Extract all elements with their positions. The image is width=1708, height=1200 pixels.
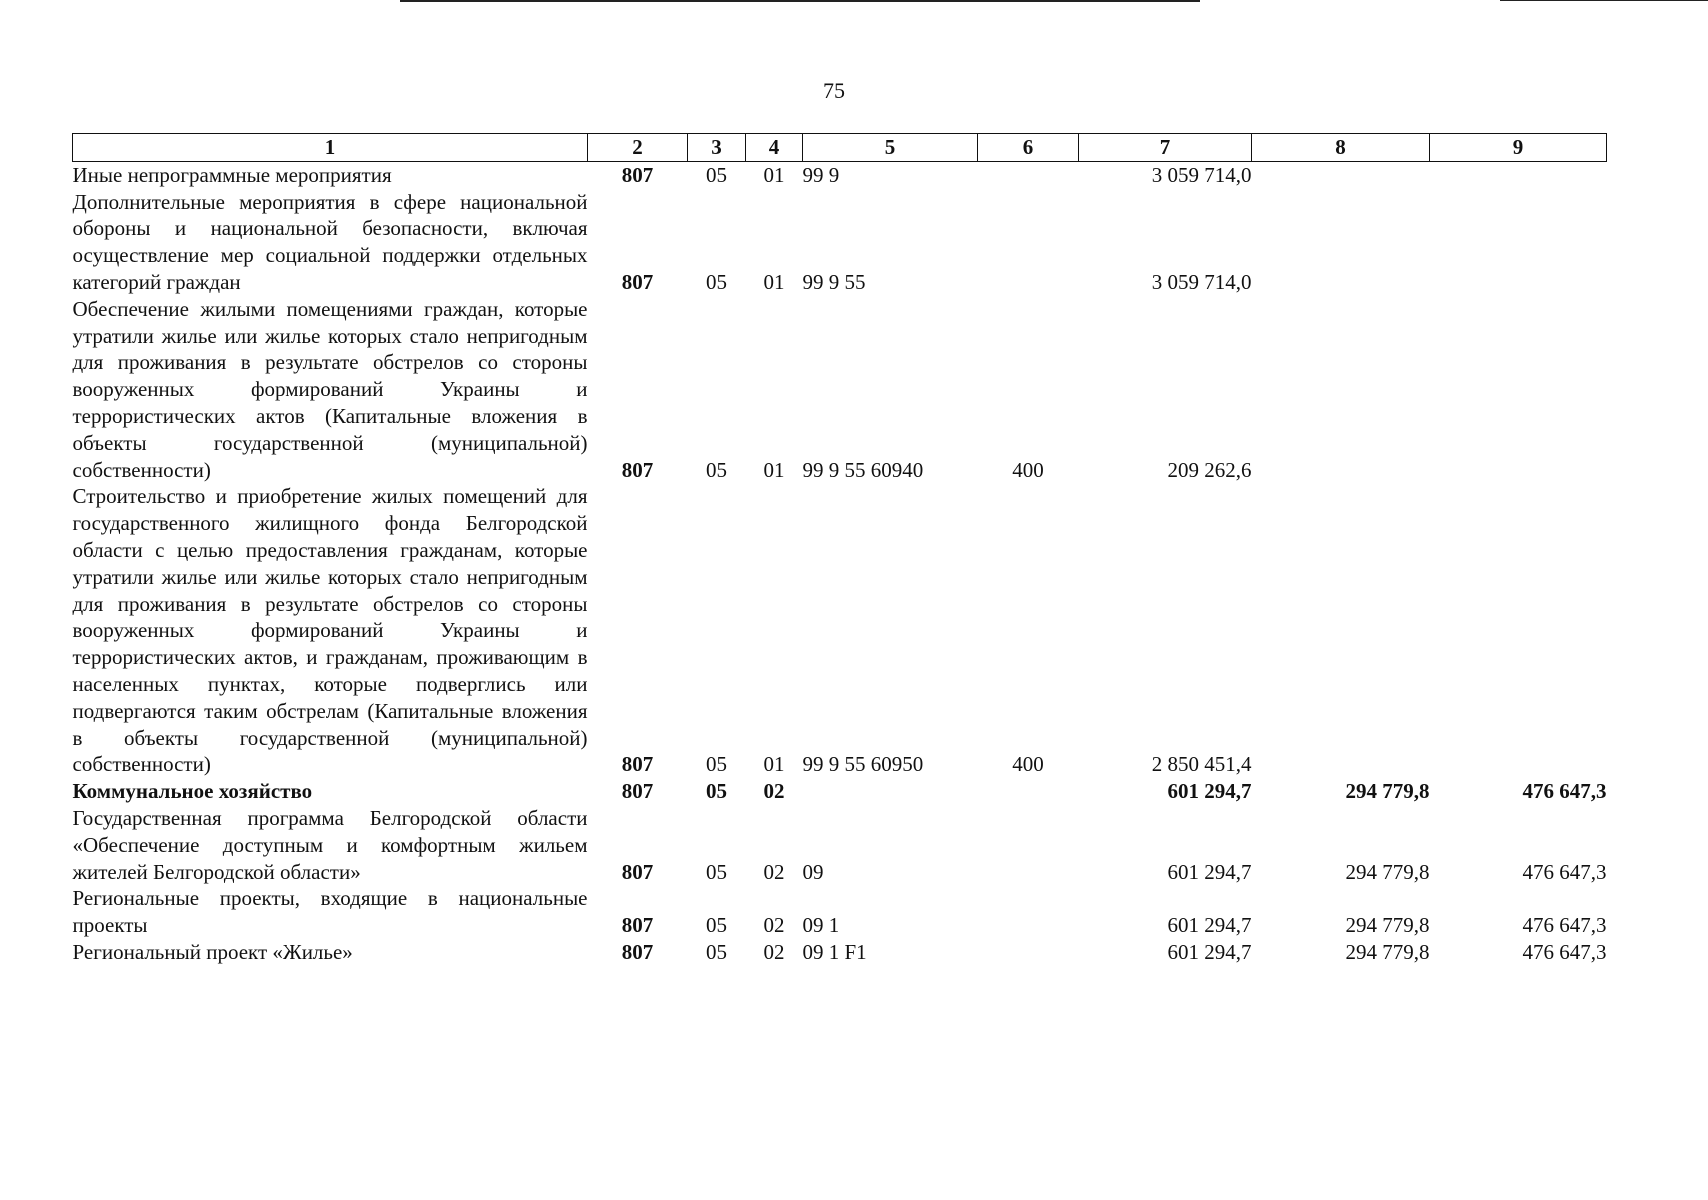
header-col-7: 7 bbox=[1079, 134, 1252, 162]
row-col-2: 807 bbox=[621, 752, 654, 777]
table-header-row bbox=[73, 134, 1607, 162]
table-row bbox=[73, 189, 1607, 296]
budget-table bbox=[72, 133, 1607, 966]
row-col-5: 99 9 55 60950 bbox=[802, 752, 924, 777]
top-rule-left bbox=[400, 0, 1200, 2]
header-col-8: 8 bbox=[1252, 134, 1430, 162]
row-col-2: 807 bbox=[621, 913, 654, 938]
row-col-8 bbox=[1252, 296, 1430, 484]
row-col-3: 05 bbox=[706, 779, 727, 804]
row-col-4: 02 bbox=[763, 859, 785, 884]
page-number: 75 bbox=[823, 78, 845, 103]
top-rule-right bbox=[1500, 0, 1708, 1]
row-col-8: 294 779,8 bbox=[1345, 779, 1430, 804]
row-col-2: 807 bbox=[621, 939, 654, 964]
row-col-9 bbox=[1430, 161, 1607, 188]
header-col-4: 4 bbox=[746, 134, 803, 162]
row-name: Иные непрограммные мероприятия bbox=[72, 162, 392, 187]
row-name: Коммунальное хозяйство bbox=[72, 779, 313, 804]
header-col-6: 6 bbox=[978, 134, 1079, 162]
row-col-6: 400 bbox=[1012, 752, 1044, 777]
row-col-5: 99 9 bbox=[802, 162, 840, 187]
row-col-7: 3 059 714,0 bbox=[1151, 162, 1252, 187]
row-col-6: 400 bbox=[1012, 457, 1044, 482]
row-col-2: 807 bbox=[621, 269, 654, 294]
table-row bbox=[73, 939, 1607, 966]
header-col-1: 1 bbox=[73, 134, 588, 162]
row-col-9: 476 647,3 bbox=[1522, 779, 1607, 804]
row-col-5: 99 9 55 60940 bbox=[802, 457, 924, 482]
row-col-3: 05 bbox=[706, 939, 727, 964]
row-col-2: 807 bbox=[621, 162, 654, 187]
row-col-5 bbox=[803, 778, 978, 805]
row-col-7: 601 294,7 bbox=[1167, 779, 1252, 804]
row-col-4: 01 bbox=[763, 162, 785, 187]
row-name: Региональные проекты, входящие в национальные проекты bbox=[72, 886, 588, 938]
row-col-2: 807 bbox=[621, 859, 654, 884]
header-col-9: 9 bbox=[1430, 134, 1607, 162]
row-col-8 bbox=[1252, 161, 1430, 188]
row-name: Строительство и приобретение жилых помещений для государственного жилищного фонда Белгородской области с целью предоставления гражданам, которые утратили жилье или жилье которых стало непригодным для проживания в результате обстрелов со стороны вооруженных формирований Украины и террористических актов, и гражданам, проживающим в населенных пунктах, которые подверглись или подвергаются таким обстрелам (Капитальные вложения в объекты государственной (муниципальной) собственности) bbox=[72, 484, 588, 777]
row-col-4: 02 bbox=[763, 779, 785, 804]
row-col-9: 476 647,3 bbox=[1522, 939, 1607, 964]
table-row bbox=[73, 885, 1607, 939]
row-col-9: 476 647,3 bbox=[1522, 913, 1607, 938]
row-name: Государственная программа Белгородской области «Обеспечение доступным и комфортным жильем жителей Белгородской области» bbox=[72, 805, 588, 884]
row-col-8: 294 779,8 bbox=[1345, 939, 1430, 964]
row-col-6 bbox=[978, 939, 1079, 966]
row-col-4: 01 bbox=[763, 269, 785, 294]
row-col-6 bbox=[978, 189, 1079, 296]
row-name: Обеспечение жилыми помещениями граждан, которые утратили жилье или жилье которых стало непригодным для проживания в результате обстрелов со стороны вооруженных формирований Украины и террористических актов (Капитальные вложения в объекты государственной (муниципальной) собственности) bbox=[72, 296, 588, 482]
row-col-5: 09 1 bbox=[802, 913, 840, 938]
row-col-7: 601 294,7 bbox=[1167, 939, 1252, 964]
row-col-9 bbox=[1430, 189, 1607, 296]
row-col-7: 209 262,6 bbox=[1167, 457, 1252, 482]
row-col-3: 05 bbox=[706, 752, 727, 777]
row-col-5: 09 bbox=[802, 859, 824, 884]
row-col-2: 807 bbox=[621, 779, 654, 804]
row-col-3: 05 bbox=[706, 457, 727, 482]
header-col-3: 3 bbox=[688, 134, 746, 162]
row-name: Региональный проект «Жилье» bbox=[72, 939, 353, 964]
table-row bbox=[73, 161, 1607, 188]
table-row bbox=[73, 805, 1607, 885]
row-col-9: 476 647,3 bbox=[1522, 859, 1607, 884]
row-col-7: 601 294,7 bbox=[1167, 913, 1252, 938]
row-col-3: 05 bbox=[706, 162, 727, 187]
row-col-4: 01 bbox=[763, 457, 785, 482]
row-col-6 bbox=[978, 161, 1079, 188]
table-row bbox=[73, 483, 1607, 778]
row-col-5: 99 9 55 bbox=[802, 269, 866, 294]
row-col-4: 02 bbox=[763, 939, 785, 964]
row-col-3: 05 bbox=[706, 269, 727, 294]
row-col-7: 2 850 451,4 bbox=[1151, 752, 1252, 777]
row-col-5: 09 1 F1 bbox=[802, 939, 867, 964]
row-col-6 bbox=[978, 778, 1079, 805]
table-row bbox=[73, 778, 1607, 805]
header-col-5: 5 bbox=[803, 134, 978, 162]
row-col-8 bbox=[1252, 483, 1430, 778]
row-col-8: 294 779,8 bbox=[1345, 859, 1430, 884]
row-col-2: 807 bbox=[621, 457, 654, 482]
row-col-7: 3 059 714,0 bbox=[1151, 269, 1252, 294]
row-name: Дополнительные мероприятия в сфере национальной обороны и национальной безопасности, включая осуществление мер социальной поддержки отдельных категорий граждан bbox=[72, 189, 588, 294]
row-col-9 bbox=[1430, 296, 1607, 484]
header-col-2: 2 bbox=[588, 134, 688, 162]
row-col-3: 05 bbox=[706, 859, 727, 884]
row-col-6 bbox=[978, 805, 1079, 885]
row-col-4: 02 bbox=[763, 913, 785, 938]
table-row bbox=[73, 296, 1607, 484]
row-col-9 bbox=[1430, 483, 1607, 778]
row-col-3: 05 bbox=[706, 913, 727, 938]
row-col-8: 294 779,8 bbox=[1345, 913, 1430, 938]
row-col-7: 601 294,7 bbox=[1167, 859, 1252, 884]
row-col-8 bbox=[1252, 189, 1430, 296]
row-col-6 bbox=[978, 885, 1079, 939]
row-col-4: 01 bbox=[763, 752, 785, 777]
